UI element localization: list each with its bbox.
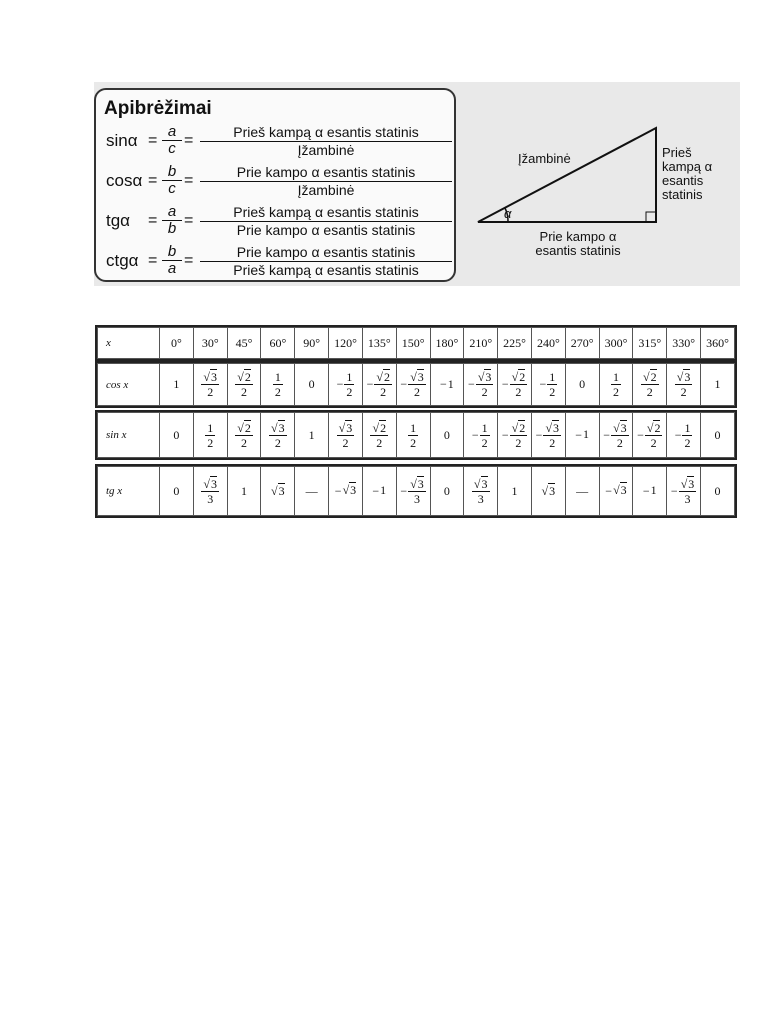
angle-cell: 120° [329, 328, 363, 359]
table-row [95, 361, 737, 408]
word-fraction: Prie kampo α esantis statinis Įžambinė [200, 164, 452, 199]
angle-cell: 150° [396, 328, 430, 359]
value-cell: 0 [701, 413, 735, 458]
value-cell: 0 [295, 364, 329, 406]
value-cell: − $\frac{1}{2}$ [329, 364, 363, 406]
value-cell: − $\frac{√3}{2}$ [396, 364, 430, 406]
value-cell: $\frac{√3}{3}$ [193, 467, 227, 516]
value-cell: 1 [227, 467, 261, 516]
value-cell: 1 [498, 467, 532, 516]
value-cell: − $\frac{√3}{2}$ [599, 413, 633, 458]
value-cell: − $\frac{√2}{2}$ [498, 364, 532, 406]
angle-cell: 210° [464, 328, 498, 359]
equals-sign: = [184, 132, 194, 149]
value-cell: $\frac{1}{2}$ [193, 413, 227, 458]
word-fraction: Prieš kampą α esantis statinis Prie kampo α esantis statinis [200, 204, 452, 239]
letter-fraction: $\frac{b}{c}$ [162, 164, 182, 197]
angle-cell: 60° [261, 328, 295, 359]
equals-sign: = [184, 212, 194, 229]
value-cell: $\frac{√2}{2}$ [227, 364, 261, 406]
value-cell: $\frac{√3}{2}$ [329, 413, 363, 458]
value-cell: $\frac{1}{2}$ [396, 413, 430, 458]
angle-cell: 315° [633, 328, 667, 359]
value-cell: 0 [430, 467, 464, 516]
value-cell: $\frac{√2}{2}$ [227, 413, 261, 458]
value-cell: $\frac{1}{2}$ [261, 364, 295, 406]
definitions-title: Apibrėžimai [104, 98, 212, 119]
angle-cell: 330° [667, 328, 701, 359]
definitions-figure [94, 82, 740, 286]
value-cell: $\frac{√2}{2}$ [633, 364, 667, 406]
formula-cos [106, 164, 451, 200]
value-cell: − $\frac{√3}{3}$ [667, 467, 701, 516]
row-label: sin x [98, 413, 160, 458]
equals-sign: = [148, 252, 158, 269]
value-cell: −1 [362, 467, 396, 516]
angle-cell: 0° [160, 328, 194, 359]
value-cell: 0 [430, 413, 464, 458]
word-fraction: Prieš kampą α esantis statinis Įžambinė [200, 124, 452, 159]
value-cell: − $\frac{√3}{2}$ [531, 413, 565, 458]
equals-sign: = [148, 172, 158, 189]
angle-cell: 360° [701, 328, 735, 359]
value-cell: 0 [160, 467, 194, 516]
angle-label: α [504, 206, 512, 221]
value-cell: − $\frac{1}{2}$ [531, 364, 565, 406]
value-cell: $\frac{1}{2}$ [599, 364, 633, 406]
angle-cell: 45° [227, 328, 261, 359]
formula-function: ctgα [106, 251, 139, 270]
formula-ctg [106, 244, 451, 280]
value-cell: — [565, 467, 599, 516]
value-cell: − $\frac{√2}{2}$ [362, 364, 396, 406]
equals-sign: = [184, 252, 194, 269]
word-fraction: Prie kampo α esantis statinis Prieš kampą α esantis statinis [200, 244, 452, 279]
formula-function: tgα [106, 211, 131, 230]
value-cell: $\frac{√3}{2}$ [261, 413, 295, 458]
value-cell: 1 [295, 413, 329, 458]
row-label: cos x [98, 364, 160, 406]
value-cell: 1 [701, 364, 735, 406]
equals-sign: = [184, 172, 194, 189]
value-cell: $\frac{√3}{2}$ [193, 364, 227, 406]
value-cell: −1 [565, 413, 599, 458]
table-row [95, 464, 737, 518]
equals-sign: = [148, 132, 158, 149]
row-label: x [98, 328, 160, 359]
equals-sign: = [148, 212, 158, 229]
value-cell: 0 [160, 413, 194, 458]
angle-cell: 30° [193, 328, 227, 359]
table-row [95, 325, 737, 361]
value-cell: — [295, 467, 329, 516]
formula-sin [106, 124, 451, 160]
formula-function: cosα [106, 171, 143, 190]
value-cell: −√3 [599, 467, 633, 516]
value-cell: $\frac{√3}{2}$ [667, 364, 701, 406]
hypotenuse-label: Įžambinė [518, 151, 571, 166]
angle-cell: 300° [599, 328, 633, 359]
value-cell: $\frac{√2}{2}$ [362, 413, 396, 458]
angle-cell: 90° [295, 328, 329, 359]
value-cell: − $\frac{√3}{3}$ [396, 467, 430, 516]
value-cell: √3 [261, 467, 295, 516]
letter-fraction: $\frac{b}{a}$ [162, 244, 182, 277]
value-cell: $\frac{√3}{3}$ [464, 467, 498, 516]
adjacent-leg-label: Prie kampo α esantis statinis [535, 229, 621, 258]
angle-cell: 135° [362, 328, 396, 359]
opposite-leg-label: Prieš kampą α esantis statinis [662, 145, 713, 202]
angle-cell: 270° [565, 328, 599, 359]
table-row [95, 410, 737, 460]
letter-fraction: $\frac{a}{b}$ [162, 204, 182, 237]
angle-cell: 180° [430, 328, 464, 359]
value-cell: 1 [160, 364, 194, 406]
row-label: tg x [98, 467, 160, 516]
letter-fraction: $\frac{a}{c}$ [162, 124, 182, 157]
right-triangle-diagram [470, 90, 740, 282]
angle-cell: 225° [498, 328, 532, 359]
formula-function: sinα [106, 131, 138, 150]
value-cell: − $\frac{1}{2}$ [464, 413, 498, 458]
value-cell: − $\frac{√2}{2}$ [498, 413, 532, 458]
value-cell: −1 [633, 467, 667, 516]
value-cell: − $\frac{1}{2}$ [667, 413, 701, 458]
right-angle-mark [646, 212, 656, 222]
formula-tg [106, 204, 451, 240]
value-cell: − $\frac{√3}{2}$ [464, 364, 498, 406]
value-cell: √3 [531, 467, 565, 516]
value-cell: − $\frac{√2}{2}$ [633, 413, 667, 458]
value-cell: 0 [701, 467, 735, 516]
value-cell: −√3 [329, 467, 363, 516]
angle-cell: 240° [531, 328, 565, 359]
value-cell: 0 [565, 364, 599, 406]
definitions-box [94, 88, 456, 282]
value-cell: −1 [430, 364, 464, 406]
